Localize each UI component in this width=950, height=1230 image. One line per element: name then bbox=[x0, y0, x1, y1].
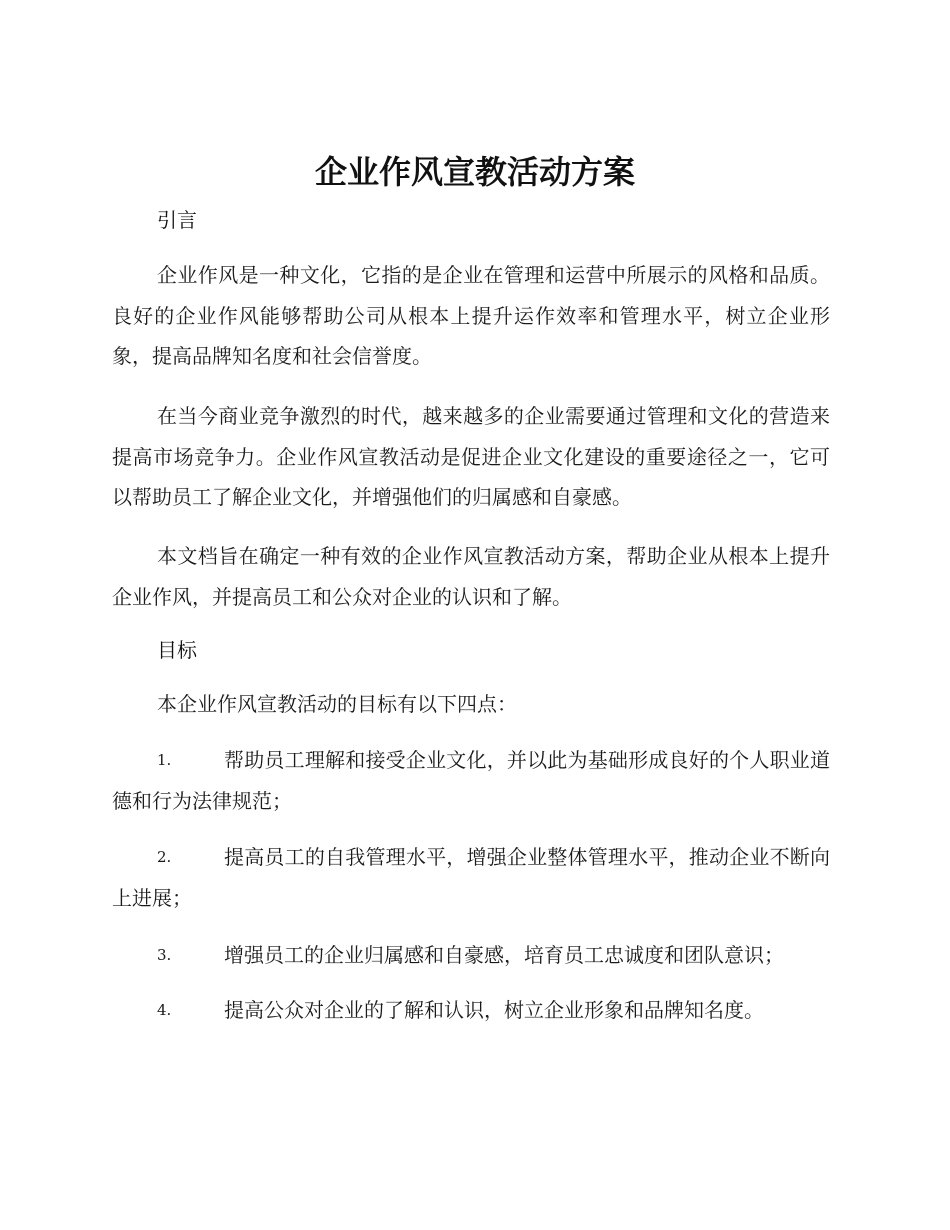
intro-paragraph-2: 在当今商业竞争激烈的时代，越来越多的企业需要通过管理和文化的营造来提高市场竞争力。企业作风宣教活动是促进企业文化建设的重要途径之一，它可以帮助员工了解企业文化，并增强他们的归属感和自豪感。 bbox=[112, 404, 830, 509]
goal-item-text: 增强员工的企业归属感和自豪感，培育员工忠诚度和团队意识； bbox=[224, 943, 784, 967]
goal-item-3 bbox=[112, 935, 830, 976]
intro-paragraph-3: 本文档旨在确定一种有效的企业作风宣教活动方案，帮助企业从根本上提升企业作风，并提高员工和公众对企业的认识和了解。 bbox=[112, 544, 830, 609]
goal-item-2 bbox=[112, 837, 830, 918]
goal-item-number: 4. bbox=[157, 1001, 172, 1019]
goal-item-number: 3. bbox=[157, 946, 172, 964]
goal-item-number: 1. bbox=[157, 751, 172, 769]
section-heading-intro: 引言 bbox=[157, 208, 197, 232]
goals-intro: 本企业作风宣教活动的目标有以下四点： bbox=[157, 692, 517, 716]
goal-item-1 bbox=[112, 740, 830, 821]
document-title: 企业作风宣教活动方案 bbox=[314, 153, 635, 191]
goal-item-text: 帮助员工理解和接受企业文化，并以此为基础形成良好的个人职业道德和行为法律规范； bbox=[112, 748, 830, 813]
section-heading-goals: 目标 bbox=[157, 638, 197, 662]
goal-item-text: 提高员工的自我管理水平，增强企业整体管理水平，推动企业不断向上进展； bbox=[112, 845, 830, 910]
intro-paragraph-1: 企业作风是一种文化，它指的是企业在管理和运营中所展示的风格和品质。良好的企业作风能够帮助公司从根本上提升运作效率和管理水平，树立企业形象，提高品牌知名度和社会信誉度。 bbox=[112, 263, 830, 368]
goal-item-number: 2. bbox=[157, 848, 172, 866]
goal-item-4 bbox=[112, 990, 830, 1031]
goal-item-text: 提高公众对企业的了解和认识，树立企业形象和品牌知名度。 bbox=[224, 998, 764, 1022]
